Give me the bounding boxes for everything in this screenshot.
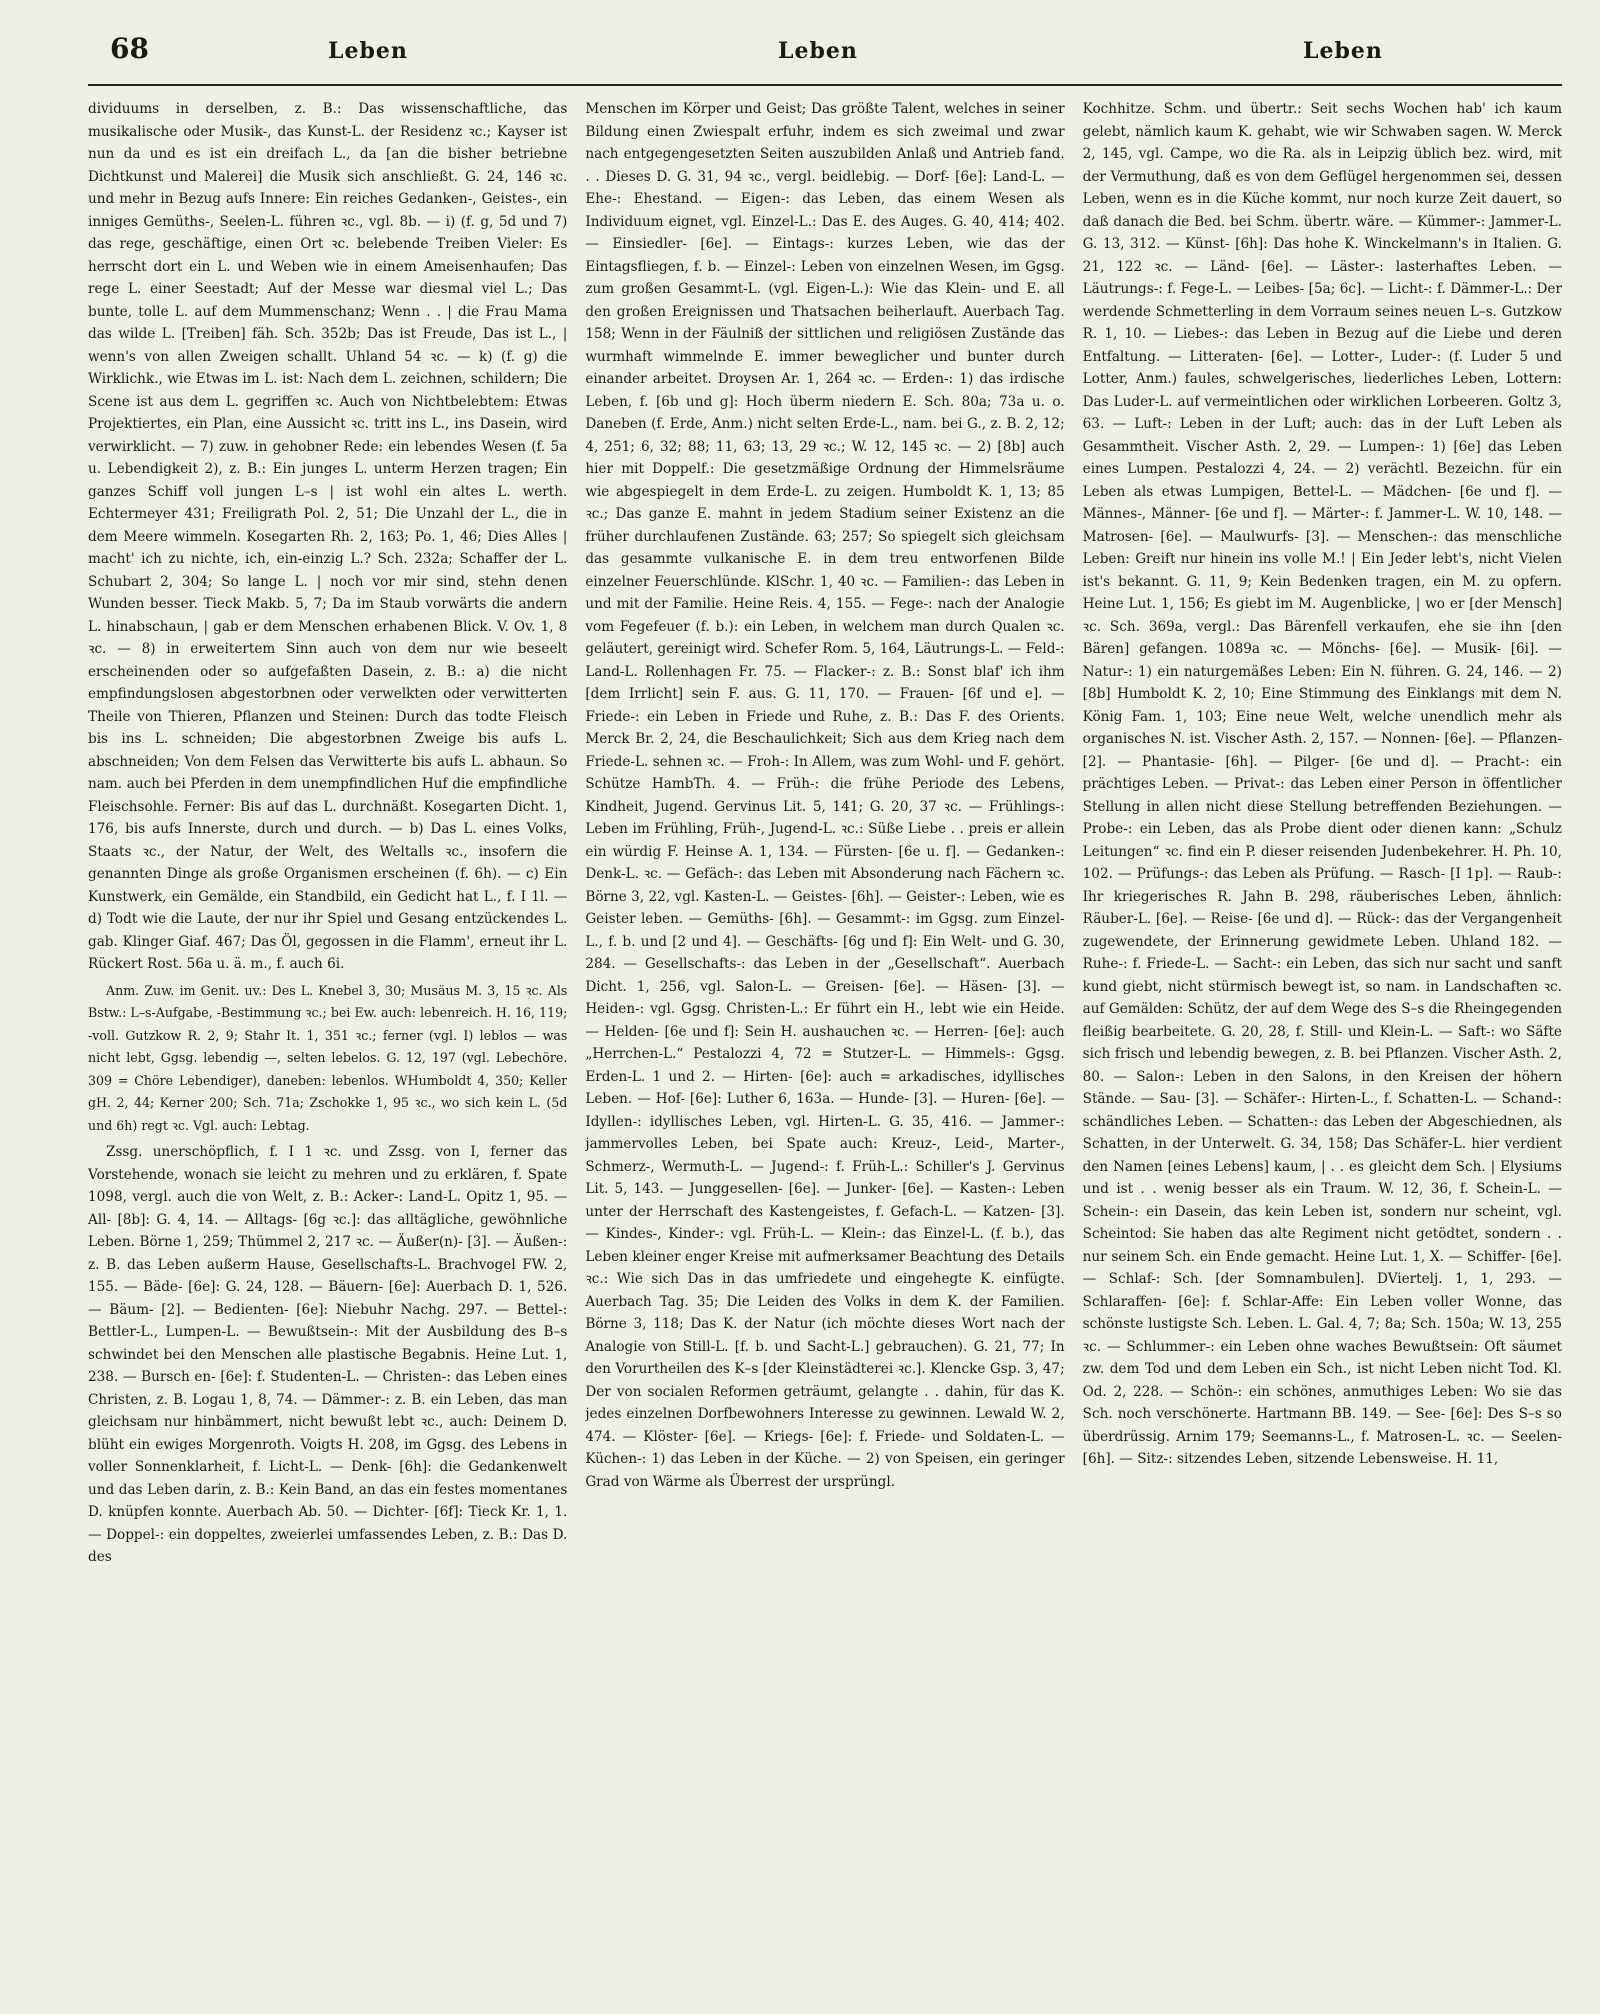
column-left xyxy=(88,98,567,1978)
running-head-center: Leben xyxy=(778,38,858,64)
column-right xyxy=(1083,98,1562,1978)
text-columns xyxy=(88,98,1562,1978)
running-head-right: Leben xyxy=(1303,38,1383,64)
paragraph: Menschen im Körper und Geist; Das größte Talent, welches in seiner Bildung einen Zwiespalt erfuhr, indem es sich zweimal und zwar nach entgegengesetzten Seiten auszubilden Anlaß und Antrieb fand. . . Dieses D. G. 31, 94 ꝛc., vergl. beidlebig. — Dorf- [6e]: Land-L. — Ehe-: Ehestand. — Eigen-: das Leben, das einem Wesen als Individuum eignet, vgl. Einzel-L.: Das E. des Auges. G. 40, 414; 402. — Einsiedler- [6e]. — Eintags-: kurzes Leben, wie das der Eintagsfliegen, f. b. — Einzel-: Leben von einzelnen Wesen, im Ggsg. zum großen Gesammt-L. (vgl. Eigen-L.): Wie das Klein- und E. all den großen Ereignissen und Thatsachen beiherlauft. Auerbach Tag. 158; Wenn in der Fäulniß der sittlichen und religiösen Zustände das wurmhaft wimmelnde E. immer beweglicher und bunter durch einander arbeitet. Droysen Ar. 1, 264 ꝛc. — Erden-: 1) das irdische Leben, f. [6b und g]: Hoch überm niedern E. Sch. 80a; 73a u. o. Daneben (f. Erde, Anm.) nicht selten Erde-L., nam. bei G., z. B. 2, 12; 4, 251; 6, 32; 88; 11, 63; 13, 29 ꝛc.; W. 12, 145 ꝛc. — 2) [8b] auch hier mit Doppelf.: Die gesetzmäßige Ordnung der Himmelsräume wie abgespiegelt in dem Erde-L. zu zeigen. Humboldt K. 1, 13; 85 ꝛc.; Das ganze E. mahnt in jedem Stadium seiner Existenz an die früher durchlaufenen Zustände. 63; 257; So spiegelt sich gleichsam das gesammte vulkanische E. in dem treu entworfenen Bilde einzelner Feuerschlünde. KlSchr. 1, 40 ꝛc. — Familien-: das Leben in und mit der Familie. Heine Reis. 4, 155. — Fege-: nach der Analogie vom Fegefeuer (f. b.): ein Leben, in welchem man durch Qualen ꝛc. geläutert, gereinigt wird. Schefer Rom. 5, 164, Läutrungs-L. — Feld-: Land-L. Rollenhagen Fr. 75. — Flacker-: z. B.: Sonst blaf' ich ihm [dem Irrlicht] sein F. aus. G. 11, 170. — Frauen- [6f und e]. — Friede-: ein Leben in Friede und Ruhe, z. B.: Das F. des Orients. Merck Br. 2, 24, die Beschaulichkeit; Sich aus dem Krieg nach dem Friede-L. sehnen ꝛc. — Froh-: In Allem, was zum Wohl- und F. gehört. Schütze HambTh. 4. — Früh-: die frühe Periode des Lebens, Kindheit, Jugend. Gervinus Lit. 5, 141; G. 20, 37 ꝛc. — Frühlings-: Leben im Frühling, Früh-, Jugend-L. ꝛc.: Süße Liebe . . preis er allein ein würdig F. Heinse A. 1, 134. — Fürsten- [6e u. f]. — Gedanken-: Denk-L. ꝛc. — Gefäch-: das Leben mit Absonderung nach Fächern ꝛc. Börne 3, 22, vgl. Kasten-L. — Geistes- [6h]. — Geister-: Leben, wie es Geister leben. — Gemüths- [6h]. — Gesammt-: im Ggsg. zum Einzel-L., f. b. und [2 und 4]. — Geschäfts- [6g und f]: Ein Welt- und G. 30, 284. — Gesellschafts-: das Leben in der „Gesellschaft“. Auerbach Dicht. 1, 256, vgl. Salon-L. — Greisen- [6e]. — Häsen- [3]. — Heiden-: vgl. Ggsg. Christen-L.: Er führt ein H., lebt wie ein Heide. — Helden- [6e und f]: Sein H. aushauchen ꝛc. — Herren- [6e]: auch „Herrchen-L.“ Pestalozzi 4, 72 = Stutzer-L. — Himmels-: Ggsg. Erden-L. 1 und 2. — Hirten- [6e]: auch = arkadisches, idyllisches Leben. — Hof- [6e]: Luther 6, 163a. — Hunde- [3]. — Huren- [6e]. — Idyllen-: idyllisches Leben, vgl. Hirten-L. G. 35, 416. — Jammer-: jammervolles Leben, bei Spate auch: Kreuz-, Leid-, Marter-, Schmerz-, Wermuth-L. — Jugend-: f. Früh-L.: Schiller's J. Gervinus Lit. 5, 143. — Junggesellen- [6e]. — Junker- [6e]. — Kasten-: Leben unter der Herrschaft des Kastengeistes, f. Gefach-L. — Katzen- [3]. — Kindes-, Kinder-: vgl. Früh-L. — Klein-: das Einzel-L. (f. b.), das Leben kleiner enger Kreise mit aufmerksamer Beachtung des Details ꝛc.: Wie sich Das in das umfriedete und eingehegte K. einfügte. Auerbach Tag. 35; Die Leiden des Volks in dem K. der Familien. Börne 3, 118; Das K. der Natur (ich möchte dieses Wort nach der Analogie von Still-L. [f. b. und Sacht-L.] gebrauchen). G. 21, 77; In den Vorurtheilen des K–s [der Kleinstädterei ꝛc.]. Klencke Gsp. 3, 47; Der von socialen Reformen geträumt, gelangte . . dahin, für das K. jedes einzelnen Dorfbewohners Interesse zu gewinnen. Lewald W. 2, 474. — Klöster- [6e]. — Kriegs- [6e]: f. Friede- und Soldaten-L. — Küchen-: 1) das Leben in der Küche. — 2) von Speisen, ein geringer Grad von Wärme als Überrest der ursprüngl. xyxy=(585,101,1065,1490)
paragraph: Kochhitze. Schm. und übertr.: Seit sechs Wochen hab' ich kaum gelebt, nämlich kaum K. gehabt, wie wir Schwaben sagen. W. Merck 2, 145, vgl. Campe, wo die Ra. als in Leipzig üblich bez. wird, mit der Vermuthung, daß es von dem Geflügel hergenommen sei, dessen Leben, wenn es in die Küche kommt, nur noch kurze Zeit dauert, so daß danach die Bed. bei Schm. übertr. wäre. — Kümmer-: Jammer-L. G. 13, 312. — Künst- [6h]: Das hohe K. Winckelmann's in Italien. G. 21, 122 ꝛc. — Länd- [6e]. — Läster-: lasterhaftes Leben. — Läutrungs-: f. Fege-L. — Leibes- [5a; 6c]. — Licht-: f. Dämmer-L.: Der werdende Schmetterling in dem Vorraum seines neuen L–s. Gutzkow R. 1, 10. — Liebes-: das Leben in Bezug auf die Liebe und deren Entfaltung. — Litteraten- [6e]. — Lotter-, Luder-: (f. Luder 5 und Lotter, Anm.) faules, schwelgerisches, liederliches Leben, Lottern: Das Luder-L. auf vermeintlichen oder wirklichen Lorbeeren. Goltz 3, 63. — Luft-: Leben in der Luft; auch: das in der Luft Leben als Gesammtheit. Vischer Asth. 2, 29. — Lumpen-: 1) [6e] das Leben eines Lumpen. Pestalozzi 4, 24. — 2) verächtl. Bezeichn. für ein Leben als etwas Lumpigen, Bettel-L. — Mädchen- [6e und f]. — Männes-, Männer- [6e und f]. — Märter-: f. Jammer-L. W. 10, 148. — Matrosen- [6e]. — Maulwurfs- [3]. — Menschen-: das menschliche Leben: Greift nur hinein ins volle M.! | Ein Jeder lebt's, nicht Vielen ist's bekannt. G. 11, 9; Kein Bedenken tragen, ein M. zu opfern. Heine Lut. 1, 156; Es giebt im M. Augenblicke, | wo er [der Mensch] ꝛc. Sch. 369a, vergl.: Das Bärenfell verkaufen, ehe sie ihn [den Bären] gefangen. 1089a ꝛc. — Mönchs- [6e]. — Musik- [6i]. — Natur-: 1) ein naturgemäßes Leben: Ein N. führen. G. 24, 146. — 2) [8b] Humboldt K. 2, 10; Eine Stimmung des Einklangs mit dem N. König Fam. 1, 103; Eine neue Welt, welche unendlich mehr als organisches N. ist. Vischer Asth. 2, 157. — Nonnen- [6e]. — Pflanzen- [2]. — Phantasie- [6h]. — Pilger- [6e und d]. — Pracht-: ein prächtiges Leben. — Privat-: das Leben einer Person in öffentlicher Stellung in allen nicht diese Stellung betreffenden Beziehungen. — Probe-: ein Leben, das als Probe dient oder dienen kann: „Schulz Leitungen“ ꝛc. find ein P. dieser reisenden Judenbekehrer. H. Ph. 10, 102. — Prüfungs-: das Leben als Prüfung. — Rasch- [I 1p]. — Raub-: Ihr kriegerisches R. Jahn B. 298, räuberisches Leben, ähnlich: Räuber-L. [6e]. — Reise- [6e und d]. — Rück-: das der Vergangenheit zugewendete, der Erinnerung gewidmete Leben. Uhland 182. — Ruhe-: f. Friede-L. — Sacht-: ein Leben, das sich nur sacht und sanft kund giebt, nicht stürmisch bewegt ist, so nam. in Landschaften ꝛc. auf Gemälden: Schütz, der auf dem Wege des S–s die Rheingegenden fleißig bearbeitete. G. 20, 28, f. Still- und Klein-L. — Saft-: wo Säfte sich frisch und lebendig bewegen, z. B. bei Pflanzen. Vischer Asth. 2, 80. — Salon-: Leben in den Salons, in den Kreisen der höhern Stände. — Sau- [3]. — Schäfer-: Hirten-L., f. Schatten-L. — Schand-: schändliches Leben. — Schatten-: das Leben der Abgeschiednen, als Schatten, in der Unterwelt. G. 34, 158; Das Schäfer-L. hier verdient den Namen [eines Lebens] kaum, | . . es gleicht dem Sch. | Elysiums und ist . . wenig besser als ein Traum. W. 12, 36, f. Schein-L. — Schein-: ein Dasein, das kein Leben ist, sondern nur scheint, vgl. Scheintod: Sie haben das alte Regiment nicht getödtet, sondern . . nur seinem Sch. ein Ende gemacht. Heine Lut. 1, X. — Schiffer- [6e]. — Schlaf-: Sch. [der Somnambulen]. DViertelj. 1, 1, 293. — Schlaraffen- [6e]: f. Schlar-Affe: Ein Leben voller Wonne, das schönste lustigste Sch. Leben. L. Gal. 4, 7; 8a; Sch. 150a; W. 13, 255 ꝛc. — Schlummer-: ein Leben ohne waches Bewußtsein: Oft säumet zw. dem Tod und dem Leben ein Sch., ist nicht Leben nicht Tod. Kl. Od. 2, 228. — Schön-: ein schönes, anmuthiges Leben: Wo sie das Sch. noch verschönerte. Hartmann BB. 149. — See- [6e]: Des S–s so überdrüssig. Arnim 179; Seemanns-L., f. Matrosen-L. ꝛc. — Seelen- [6h]. — Sitz-: sitzendes Leben, sitzende Lebensweise. H. 11, xyxy=(1082,101,1562,1467)
running-head-left: Leben xyxy=(328,38,408,64)
column-middle xyxy=(585,98,1064,1978)
compounds-paragraph: Zssg. unerschöpflich, f. I 1 ꝛc. und Zssg. von I, ferner das Vorstehende, wonach sie leicht zu mehren und zu erklären, f. Spate 1098, vergl. auch die von Welt, z. B.: Acker-: Land-L. Opitz 1, 95. — All- [8b]: G. 4, 14. — Alltags- [6g ꝛc.]: das alltägliche, gewöhnliche Leben. Börne 1, 259; Thümmel 2, 217 ꝛc. — Äußer(n)- [3]. — Äußen-: z. B. das Leben außerm Hause, Gesellschafts-L. Brachvogel FW. 2, 155. — Bäde- [6e]: G. 24, 128. — Bäuern- [6e]: Auerbach D. 1, 526. — Bäum- [2]. — Bedienten- [6e]: Niebuhr Nachg. 297. — Bettel-: Bettler-L., Lumpen-L. — Bewußtsein-: Mit der Ausbildung des B–s schwindet bei den Menschen alle plastische Begabnis. Heine Lut. 1, 238. — Bursch en- [6e]: f. Studenten-L. — Christen-: das Leben eines Christen, z. B. Logau 1, 8, 74. — Dämmer-: z. B. ein Leben, das man gleichsam nur hinbämmert, nicht bewußt lebt ꝛc., auch: Deinem D. blüht ein ewiges Morgenroth. Voigts H. 208, im Ggsg. des Lebens in voller Sonnenklarheit, f. Licht-L. — Denk- [6h]: die Gedankenwelt und das Leben darin, z. B.: Kein Band, an das ein festes momentanes D. knüpfen konnte. Auerbach Ab. 50. — Dichter- [6f]: Tieck Kr. 1, 1. — Doppel-: ein doppeltes, zweierlei umfassendes Leben, z. B.: Das D. des xyxy=(88,1144,568,1565)
page-number: 68 xyxy=(110,32,149,65)
page-header xyxy=(88,18,1562,86)
annotation-paragraph: Anm. Zuw. im Genit. uv.: Des L. Knebel 3, 30; Musäus M. 3, 15 ꝛc. Als Bstw.: L–s-Aufgabe, -Bestimmung ꝛc.; bei Ew. auch: lebenreich. H. 16, 119; -voll. Gutzkow R. 2, 9; Stahr It. 1, 351 ꝛc.; ferner (vgl. I) leblos — was nicht lebt, Ggsg. lebendig —, selten lebelos. G. 12, 197 (vgl. Lebechöre. 309 = Chöre Lebendiger), daneben: lebenlos. WHumboldt 4, 350; Keller gH. 2, 44; Kerner 200; Sch. 71a; Zschokke 1, 95 ꝛc., wo sich kein L. (5d und 6h) regt ꝛc. Vgl. auch: Lebtag. xyxy=(88,982,568,1133)
paragraph: dividuums in derselben, z. B.: Das wissenschaftliche, das musikalische oder Musik-, das Kunst-L. der Residenz ꝛc.; Kayser ist nun da und es ist ein dreifach L., da [an die bisher betriebne Dichtkunst und Malerei] die Musik sich anschließt. G. 24, 146 ꝛc. und mehr in Bezug aufs Innere: Ein reiches Gedanken-, Geistes-, ein inniges Gemüths-, Seelen-L. führen ꝛc., vgl. 8b. — i) (f. g, 5d und 7) das rege, geschäftige, einen Ort ꝛc. belebende Treiben Vieler: Es herrscht dort ein L. und Weben wie in einem Ameisenhaufen; Das rege L. einer Seestadt; Auf der Messe war diesmal viel L.; Das bunte, tolle L. auf dem Mummenschanz; Wenn . . | die Frau Mama das wilde L. [Treiben] fäh. Sch. 352b; Das ist Freude, Das ist L., | wenn's von allen Zweigen schallt. Uhland 54 ꝛc. — k) (f. g) die Wirklichk., wie Etwas im L. ist: Nach dem L. zeichnen, schildern; Die Scene ist aus dem L. gegriffen ꝛc. Auch von Nichtbelebtem: Etwas Projektiertes, ein Plan, eine Aussicht ꝛc. tritt ins L., ins Dasein, wird verwirklicht. — 7) zuw. in gehobner Rede: ein lebendes Wesen (f. 5a u. Lebendigkeit 2), z. B.: Ein junges L. unterm Herzen tragen; Ein ganzes Schiff voll jungen L–s | ist wohl ein altes L. werth. Echtermeyer 431; Freiligrath Pol. 2, 51; Die Unzahl der L., die in dem Meere wimmeln. Kosegarten Rh. 2, 163; Po. 1, 46; Dies Alles | macht' ich zu nichte, ich, ein-einzig L.? Sch. 232a; Schaffer der L. Schubart 2, 304; So lange L. | noch vor mir sind, stehn denen Wunden besser. Tieck Makb. 5, 7; Da im Staub vorwärts die andern L. hinabschaun, | gab er dem Menschen erhabenen Blick. V. Ov. 1, 8 ꝛc. — 8) in erweitertem Sinn auch von dem nur wie beseelt erscheinenden oder so aufgefaßten Dasein, z. B.: a) die nicht empfindungslosen abgestorbnen oder verwelkten oder verwitterten Theile von Thieren, Pflanzen und Steinen: Durch das todte Fleisch bis ins L. schneiden; Die abgestorbnen Zweige bis aufs L. abschneiden; Von dem Felsen das Verwitterte bis aufs L. abhaun. So nam. auch bei Pferden in dem unempfindlichen Huf die empfindliche Fleischsohle. Ferner: Bis auf das L. durchnäßt. Kosegarten Dicht. 1, 176, bis aufs Innerste, durch und durch. — b) Das L. eines Volks, Staats ꝛc., der Natur, der Welt, des Weltalls ꝛc., insofern die genannten Dinge als große Organismen erscheinen (f. 6h). — c) Ein Kunstwerk, ein Gemälde, ein Standbild, ein Gedicht hat L., f. I 1l. — d) Todt wie die Laute, der nur ihr Spiel und Gesang entzückendes L. gab. Klinger Giaf. 467; Das Öl, gegossen in die Flamm', erneut ihr L. Rückert Rost. 56a u. ä. m., f. auch 6i. xyxy=(88,101,568,972)
